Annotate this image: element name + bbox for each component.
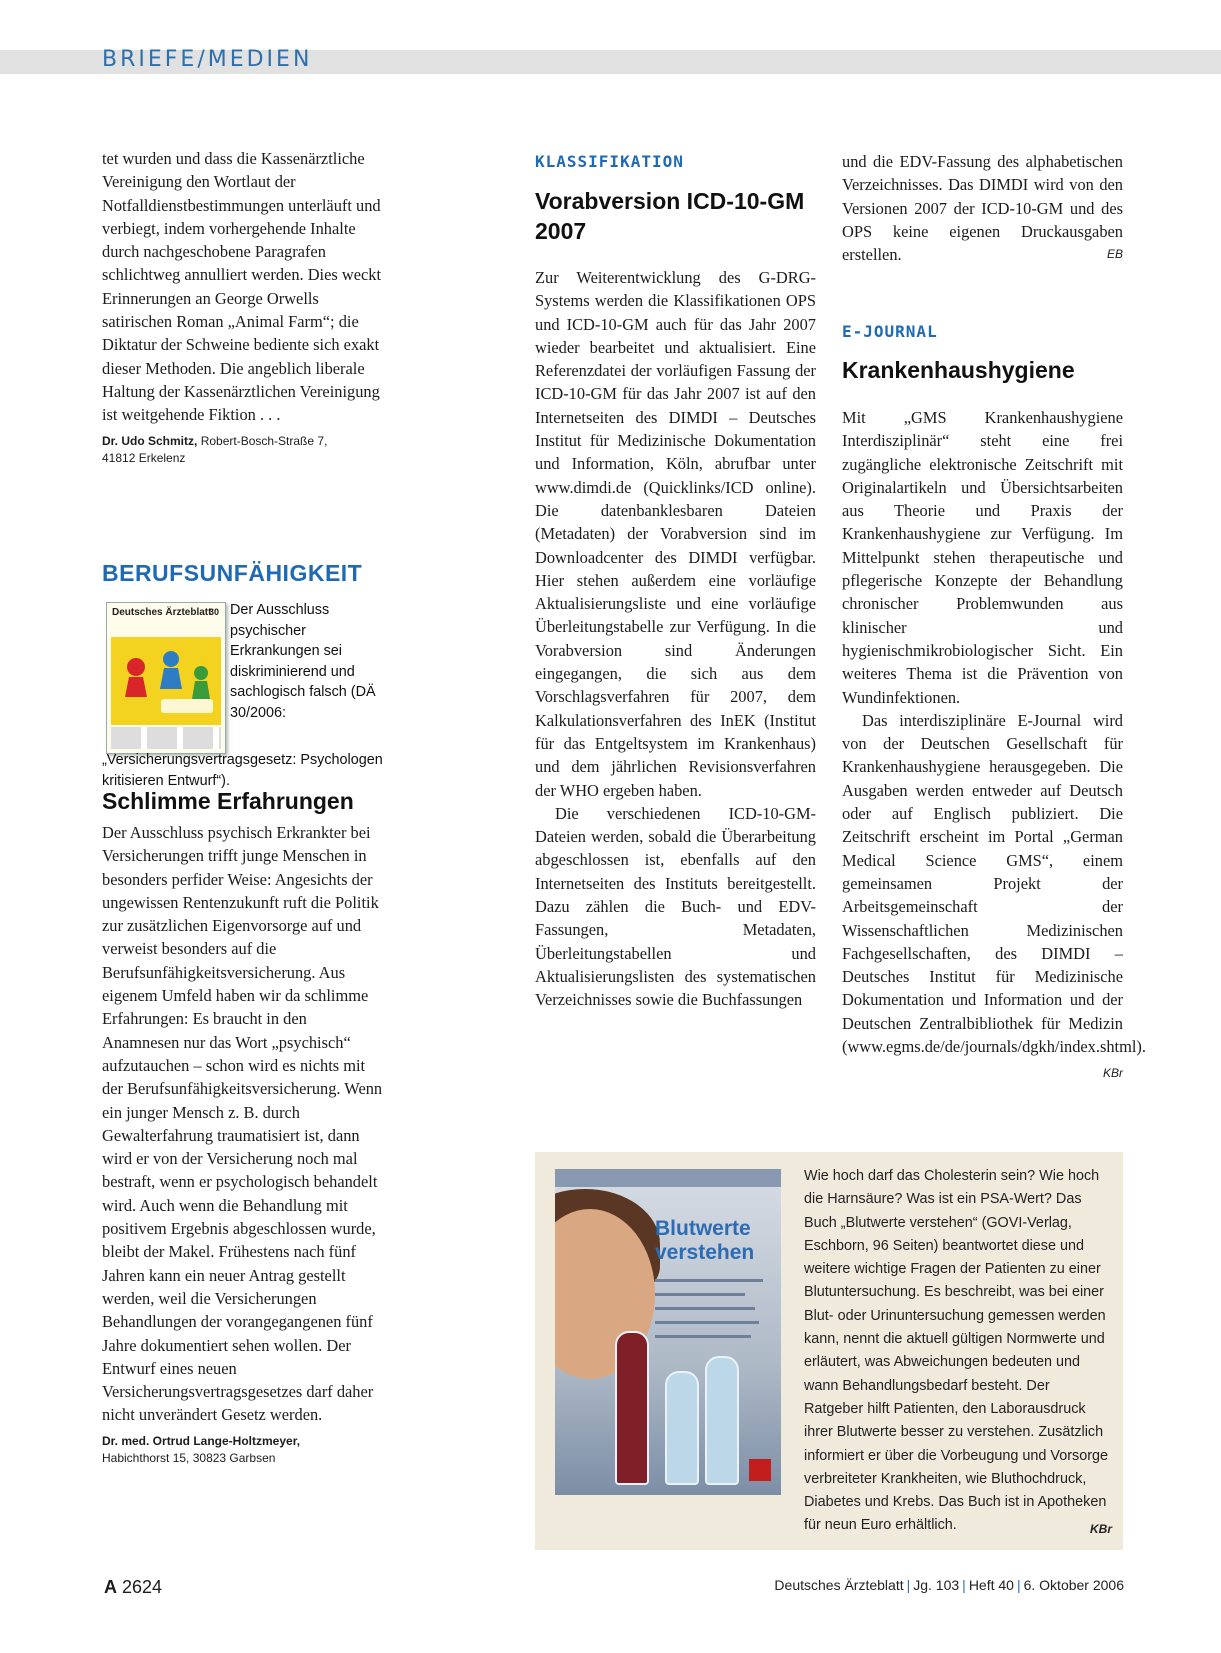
test-tube-icon	[705, 1356, 739, 1485]
kicker-klassifikation: KLASSIFIKATION	[535, 152, 684, 171]
article-continuation-text: und die EDV-Fassung des alphabetischen Verzeichnisses. Das DIMDI wird von den Versionen 2007 der ICD-10-GM und des OPS keine eigenen Druckausgaben erstellen.	[842, 152, 1123, 265]
headline-krankenhaushygiene: Krankenhaushygiene	[842, 357, 1075, 383]
book-cover-bullet	[655, 1321, 759, 1324]
letter-column-2	[102, 821, 384, 1467]
page-prefix: A	[104, 1577, 117, 1597]
letter-body: Der Ausschluss psychisch Erkrankter bei Versicherungen trifft junge Menschen in besonders perfider Weise: Angesichts der ungewissen Rentenzukunft ruft die Politik zur zusätzlichen Eigenvorsorge auf und verweist besonders auf die Berufsunfähigkeitsversicherung. Aus eigenem Umfeld haben wir da schlimme Erfahrungen: Es braucht in den Anamnesen nur das Wort „psychisch“ aufzutauchen – schon wird es nichts mit der Berufsunfähigkeitsversicherung. Wenn ein junger Mensch z. B. durch Gewalterfahrung traumatisiert ist, dann wird er von der Versicherung noch mal bestraft, wenn er psychologisch behandelt wird. Auch wenn die Behandlung mit positivem Ergebnis abgeschlossen wurde, bleibt der Makel. Frühestens nach fünf Jahren kann ein neuer Antrag gestellt werden, weil die Versicherungen Behandlungen der vorangegangenen fünf Jahre dokumentiert sehen wollen. Der Entwurf eines neuen Versicherungsvertragsgesetzes darf daher nicht unverändert Gesetz werden.	[102, 823, 383, 1425]
book-cover-topbar	[555, 1169, 781, 1187]
blood-tube-icon	[615, 1331, 649, 1485]
footer-issue: Heft 40	[968, 1577, 1014, 1593]
footer-publication-info: Deutsches Ärzteblatt | Jg. 103 | Heft 40 | 6. Oktober 2006	[774, 1577, 1124, 1593]
article-klassifikation	[535, 266, 816, 1012]
footer-journal: Deutsches Ärzteblatt	[774, 1577, 904, 1593]
section-label: BRIEFE/MEDIEN	[102, 47, 313, 72]
letter-column	[102, 147, 384, 467]
article-e-journal	[842, 406, 1146, 1086]
author-abbreviation: EB	[1106, 247, 1123, 262]
book-cover-bullet	[655, 1335, 751, 1338]
letter-text: tet wurden und dass die Kassenärztliche Vereinigung den Wortlaut der Notfalldienstbestimmungen unterläuft und verbiegt, indem vorhergehende Inhalte durch nachgeschobene Paragrafen schlichtweg annulliert werden. Dies weckt Erinnerungen an George Orwells satirischen Roman „Animal Farm“; die Diktatur der Schweine bediente sich exakt dieser Methoden. Die angeblich liberale Haltung der Kassenärztlichen Vereinigung ist weitgehende Fiktion . . .	[102, 149, 382, 425]
cover-caption	[102, 600, 386, 791]
test-tube-icon	[665, 1371, 699, 1485]
publisher-logo-icon	[749, 1459, 771, 1481]
book-cover-title: Blutwerte verstehen	[655, 1217, 755, 1264]
signature-address-2: Habichthorst 15, 30823 Garbsen	[102, 1450, 276, 1465]
page-number-value: 2624	[122, 1577, 163, 1597]
signature-address-city: 41812 Erkelenz	[102, 450, 186, 465]
article-paragraph: Die verschiedenen ICD-10-GM-Dateien werden, sobald die Überarbeitung abgeschlossen ist, ebenfalls auf den Internetseiten des Instituts bereitgestellt. Dazu zählen die Buch- und EDV-Fassungen, Metadaten, Überleitungstabellen und Aktualisierungslisten des systematischen Verzeichnisses sowie die Buchfassungen	[535, 803, 816, 1010]
article-paragraph: Das interdisziplinäre E-Journal wird von der Deutschen Gesellschaft für Krankenhaushygiene herausgegeben. Die Ausgaben werden entweder auf Deutsch oder auf Englisch publiziert. Die Zeitschrift erscheint im Portal „German Medical Science GMS“, einem gemeinsamen Projekt der Arbeitsgemeinschaft der Wissenschaftlichen Medizinischen Fachgesellschaften, des DIMDI – Deutsches Institut für Medizinische Dokumentation und Information und der Deutschen Zentralbibliothek für Medizin (www.egms.de/de/journals/dgkh/index.shtml).	[842, 710, 1146, 1057]
cover-masthead: Deutsches Ärzteblatt	[112, 607, 212, 618]
book-tip-text	[804, 1165, 1112, 1542]
book-cover-image	[555, 1169, 781, 1495]
signature-address: Robert-Bosch-Straße 7,	[200, 433, 328, 448]
footer-date: 6. Oktober 2006	[1023, 1577, 1124, 1593]
book-cover-bullet	[655, 1307, 755, 1310]
footer-volume: Jg. 103	[913, 1577, 960, 1593]
signature-name: Dr. Udo Schmitz,	[102, 433, 198, 448]
book-cover-bullet	[655, 1293, 745, 1296]
letter-signature-2	[102, 1433, 384, 1467]
author-abbreviation: KBr	[1102, 1066, 1123, 1081]
cover-float-spacer	[102, 600, 230, 750]
headline-icd-10-gm: Vorabversion ICD-10-GM 2007	[535, 188, 805, 244]
kicker-e-journal: E-JOURNAL	[842, 322, 938, 341]
headline-schlimme-erfahrungen: Schlimme Erfahrungen	[102, 788, 354, 814]
article-paragraph: Mit „GMS Krankenhaushygiene Interdisziplinär“ steht eine frei zugängliche elektronische Zeitschrift mit Originalartikeln und Übersichtsarbeiten aus Theorie und Praxis der Krankenhaushygiene zur Verfügung. Im Mittelpunkt stehen therapeutische und pflegerische Konzepte der Behandlung chronischer Problemwunden aus klinischer und hygienischmikrobiologischer Sicht. Ein weiteres Thema ist die Prävention von Wundinfektionen.	[842, 408, 1123, 707]
letter-signature	[102, 433, 384, 467]
author-abbreviation: KBr	[1089, 1522, 1112, 1537]
signature-name-2: Dr. med. Ortrud Lange-Holtzmeyer,	[102, 1433, 301, 1448]
cover-issue-number: 30	[208, 607, 219, 617]
cover-caption-text: Der Ausschluss psychischer Erkrankungen sei diskriminierend und sachlogisch falsch (DÄ 30/2006: „Versicherungsvertragsgesetz: Psychologen kritisieren Entwurf“).	[102, 602, 383, 789]
article-continuation	[842, 150, 1123, 266]
kicker-berufsunfaehigkeit: BERUFSUNFÄHIGKEIT	[102, 560, 363, 586]
book-tip-body: Wie hoch darf das Cholesterin sein? Wie hoch die Harnsäure? Was ist ein PSA-Wert? Das Buch „Blutwerte verstehen“ (GOVI-Verlag, Eschborn, 96 Seiten) beantwortet diese und weitere wichtige Fragen der Patienten zu einer Blutuntersuchung. Es beschreibt, was bei einer Blut- oder Urinuntersuchung gemessen werden kann, nennt die aktuell gültigen Normwerte und erläutert, was Abweichungen bedeuten und wann Behandlungsbedarf besteht. Der Ratgeber hilft Patienten, den Laborausdruck ihrer Blutwerte besser zu verstehen. Zusätzlich informiert er über die Vorbeugung und Vorsorge verbreiteter Krankheiten, wie Bluthochdruck, Diabetes und Krebs. Das Buch ist in Apotheken für neun Euro erhältlich.	[804, 1168, 1108, 1534]
book-cover-bullet	[655, 1279, 763, 1282]
article-paragraph: Zur Weiterentwicklung des G-DRG-Systems werden die Klassifikationen OPS und ICD-10-GM auch für das Jahr 2007 wieder bearbeitet und aktualisiert. Eine Referenzdatei der vorläufigen Fassung der ICD-10-GM für das Jahr 2007 ist auf den Internetseiten des DIMDI – Deutsches Institut für Medizinische Dokumentation und Information, Köln, abrufbar unter www.dimdi.de (Quicklinks/ICD online). Die datenbanklesbaren Dateien (Metadaten) der Vorabversion sind im Downloadcenter des DIMDI verfügbar. Hier stehen außerdem eine vorläufige Aktualisierungsliste und eine vorläufige Überleitungstabelle zur Verfügung. In die Vorabversion sind Änderungen eingegangen, die sich aus dem Vorschlagsverfahren für 2007, dem Kalkulationsverfahren des InEK (Institut für das Entgeltsystem im Krankenhaus) und dem jährlichen Revisionsverfahren der WHO ergeben haben.	[535, 268, 816, 800]
page-number	[104, 1577, 162, 1598]
